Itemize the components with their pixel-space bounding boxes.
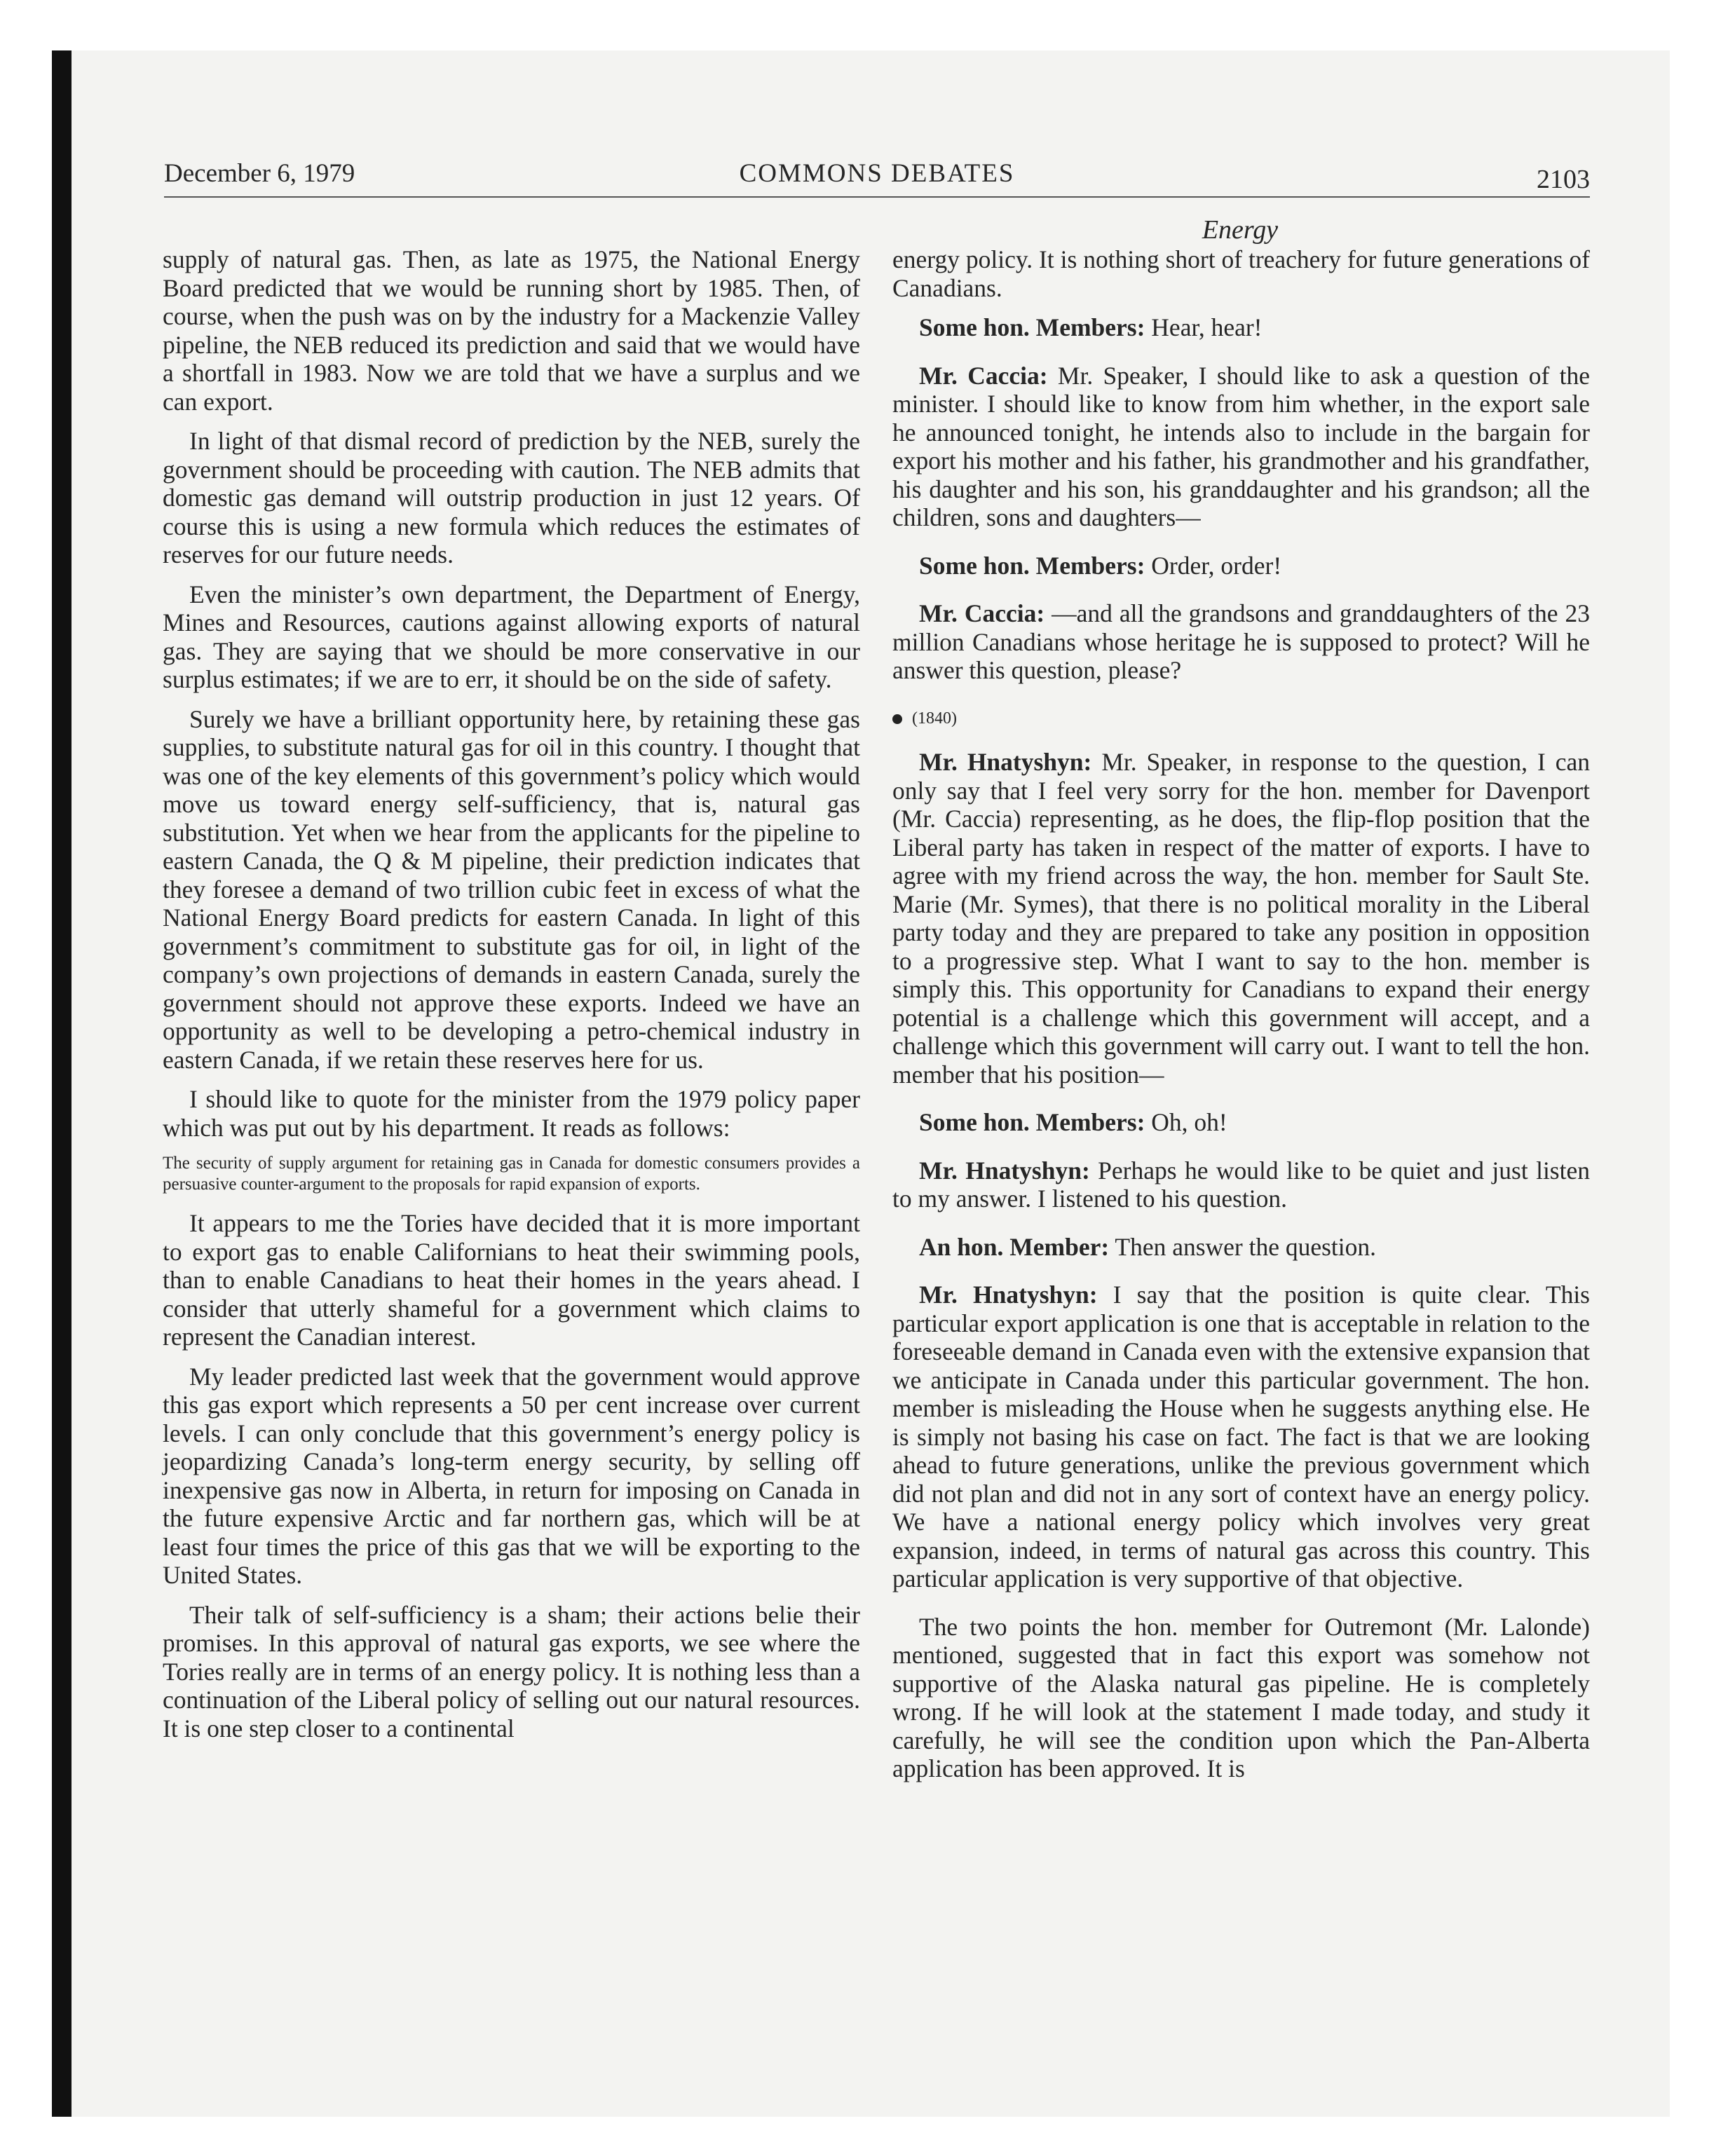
header-title: COMMONS DEBATES <box>739 159 1015 188</box>
speech-text: Mr. Speaker, in response to the question, I can only say that I feel very sorry for the hon. member for Davenport (Mr. Caccia) representing, as he does, the flip-flop position that the Liberal party has taken in respect of the matter of exports. I have to agree with my friend across the way, the hon. member for Sault Ste. Marie (Mr. Symes), that there is no political morality in the Liberal party today and they are prepared to take any position in opposition to a progressive step. What I want to say to the hon. member is simply this. This opportunity for Canadians to expand their energy potential is a challenge which this government will accept, and a challenge which this government will carry out. I want to tell the hon. member that his position— <box>892 748 1590 1089</box>
block-quote: The security of supply argument for retaining gas in Canada for domestic consumers provides a persuasive counter-argument to the proposals for rapid expansion of exports. <box>163 1154 860 1194</box>
speech-paragraph <box>892 1233 1590 1262</box>
speaker-name: Some hon. Members: <box>919 313 1145 341</box>
left-column <box>163 245 860 1754</box>
header-rule <box>164 196 1590 198</box>
body-paragraph: supply of natural gas. Then, as late as 1975, the National Energy Board predicted that we would be running short by 1985. Then, of course, when the push was on by the industry for a Mackenzie Valley pipeline, the NEB reduced its prediction and said that we would have a shortfall in 1983. Now we are told that we have a surplus and we can export. <box>163 245 860 416</box>
speaker-name: Mr. Hnatyshyn: <box>919 748 1092 776</box>
speech-paragraph <box>892 1157 1590 1213</box>
body-paragraph: The two points the hon. member for Outremont (Mr. Lalonde) mentioned, suggested that in fact this export was somehow not supportive of the Alaska natural gas pipeline. He is completely wrong. If he will look at the statement I made today, and study it carefully, he will see the condition upon which the Pan-Alberta application has been approved. It is <box>892 1612 1590 1782</box>
speaker-name: An hon. Member: <box>919 1232 1110 1261</box>
section-label: Energy <box>1202 215 1279 245</box>
speaker-name: Mr. Hnatyshyn: <box>919 1281 1098 1309</box>
speech-text: Order, order! <box>1145 551 1282 580</box>
speech-text: Then answer the question. <box>1109 1232 1377 1261</box>
time-marker <box>892 704 1590 733</box>
running-head <box>164 158 1590 196</box>
speaker-name: Mr. Caccia: <box>919 599 1045 627</box>
body-paragraph: I should like to quote for the minister from the 1979 policy paper which was put out by his department. It reads as follows: <box>163 1085 860 1142</box>
speaker-name: Mr. Caccia: <box>919 361 1048 390</box>
bullet-icon <box>892 714 902 724</box>
speech-paragraph <box>892 313 1590 342</box>
speech-paragraph <box>892 552 1590 580</box>
right-column <box>892 245 1590 1794</box>
body-paragraph: Their talk of self-sufficiency is a sham; their actions belie their promises. In this approval of natural gas exports, we see where the Tories really are in terms of an energy policy. It is nothing less than a continuation of the Liberal policy of selling out our natural resources. It is one step closer to a continental <box>163 1600 860 1742</box>
speech-text: —and all the grandsons and granddaughters of the 23 million Canadians whose heritage he is supposed to protect? Will he answer this question, please? <box>892 599 1590 684</box>
speech-text: Mr. Speaker, I should like to ask a question of the minister. I should like to know from him whether, in the export sale he announced tonight, he intends also to include in the bargain for export his mother and his father, his grandmother and his grandfather, his daughter and his son, his granddaughter and his grandson; all the children, sons and daughters— <box>892 361 1590 531</box>
speech-paragraph <box>892 748 1590 1089</box>
body-paragraph: In light of that dismal record of prediction by the NEB, surely the government should be proceeding with caution. The NEB admits that domestic gas demand will outstrip production in just 12 years. Of course this is using a new formula which reduces the estimates of reserves for our future needs. <box>163 427 860 568</box>
speech-paragraph <box>892 1108 1590 1137</box>
speech-text: Hear, hear! <box>1145 313 1263 341</box>
header-date: December 6, 1979 <box>164 159 355 188</box>
body-paragraph: Surely we have a brilliant opportunity here, by retaining these gas supplies, to substitute natural gas for oil in this country. I thought that was one of the key elements of this government’s policy which would move us toward energy self-sufficiency, that is, natural gas substitution. Yet when we hear from the applicants for the pipeline to eastern Canada, the Q & M pipeline, their prediction indicates that they foresee a demand of two trillion cubic feet in excess of what the National Energy Board predicts for eastern Canada. In light of this government’s commitment to substitute gas for oil, in light of the company’s own projections of demands in eastern Canada, surely the government should not approve these exports. Indeed we have an opportunity as well to be developing a petro-chemical industry in eastern Canada, if we retain these reserves here for us. <box>163 704 860 1074</box>
scan-edge <box>52 50 72 2117</box>
speech-text: I say that the position is quite clear. This particular export application is one that is acceptable in relation to the foreseeable demand in Canada even with the extensive expansion that we anticipate in Canada under this particular government. The hon. member is misleading the House when he suggests anything else. He is simply not basing his case on fact. The fact is that we are looking ahead to future generations, unlike the previous government which did not plan and did not in any sort of context have an energy policy. We have a national energy policy which involves very great expansion, indeed, in terms of natural gas across this country. This particular application is very supportive of that objective. <box>892 1281 1590 1592</box>
speaker-name: Mr. Hnatyshyn: <box>919 1156 1090 1185</box>
speech-paragraph <box>892 362 1590 532</box>
body-paragraph: energy policy. It is nothing short of treachery for future generations of Canadians. <box>892 245 1590 302</box>
speaker-name: Some hon. Members: <box>919 551 1145 580</box>
body-paragraph: My leader predicted last week that the government would approve this gas export which represents a 50 per cent increase over current levels. I can only conclude that this government’s energy policy is jeopardizing Canada’s long-term energy security, by selling off inexpensive gas now in Alberta, in return for imposing on Canada in the future expensive Arctic and far northern gas, which will be at least four times the price of this gas that we will be exporting to the United States. <box>163 1362 860 1589</box>
speech-paragraph <box>892 599 1590 685</box>
page-number: 2103 <box>1537 165 1590 194</box>
body-paragraph: It appears to me the Tories have decided that it is more important to export gas to enable Californians to heat their swimming pools, than to enable Canadians to heat their homes in the years ahead. I consider that utterly shameful for a government which claims to represent the Canadian interest. <box>163 1209 860 1351</box>
speaker-name: Some hon. Members: <box>919 1108 1145 1136</box>
speech-text: Perhaps he would like to be quiet and just listen to my answer. I listened to his question. <box>892 1156 1590 1213</box>
body-paragraph: Even the minister’s own department, the Department of Energy, Mines and Resources, cautions against allowing exports of natural gas. They are saying that we should be more conservative in our surplus estimates; if we are to err, it should be on the side of safety. <box>163 580 860 693</box>
time-marker-label: (1840) <box>912 709 957 728</box>
speech-text: Oh, oh! <box>1145 1108 1227 1136</box>
speech-paragraph <box>892 1281 1590 1593</box>
